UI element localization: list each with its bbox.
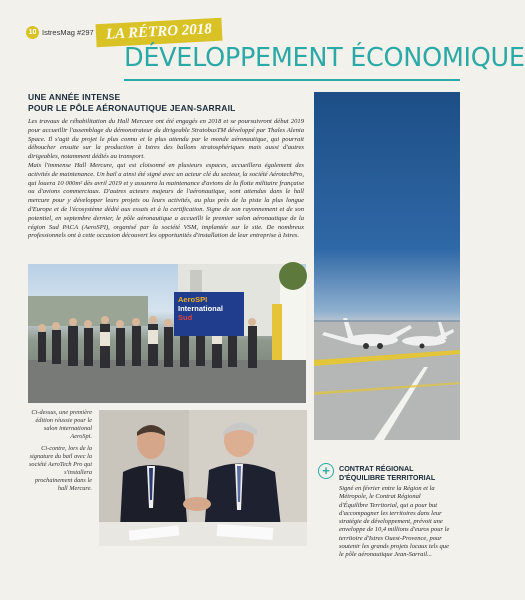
aerospi-banner-line3: Sud [178, 313, 193, 322]
article-heading [28, 92, 236, 114]
airport-photo [314, 92, 460, 440]
event-caption: Ci-dessus, une première édition réussie pour le salon international AeroSpi. [31, 409, 92, 440]
title-underline [124, 79, 460, 81]
magazine-name: IstresMag #297 [42, 28, 94, 37]
signing-photo [99, 410, 307, 546]
retro-banner: LA RÉTRO 2018 [95, 18, 222, 48]
signing-caption: Ci-contre, lors de la signature du bail avec la société AeroTech Pro qui s'installera prochainement dans le hall Mercure. [28, 445, 92, 492]
aerospi-banner [174, 292, 244, 336]
article-heading-line2: POUR LE PÔLE AÉRONAUTIQUE JEAN-SARRAIL [28, 103, 236, 113]
event-photo [28, 264, 306, 403]
article-heading-line1: UNE ANNÉE INTENSE [28, 92, 121, 102]
sidebar-heading-line1: CONTRAT RÉGIONAL [339, 464, 414, 473]
section-title: DÉVELOPPEMENT ÉCONOMIQUE [124, 43, 525, 73]
article-paragraph-1: Les travaux de réhabilitation du Hall Mercure ont été engagés en 2018 et se poursuivront début 2019 pour accueillir l'assemblage du démonstrateur du dirigeable StratobusTM développé par Thales Alenia Space. Il s'agit du projet le plus connu et le plus attendu par le monde aéronautique, qui pourrait déboucher ensuite sur la production à Istres des ballons stratosphériques mais aussi d'autres dirigeables, notamment dédiés au transport. [28, 118, 304, 161]
sidebar-heading [339, 464, 435, 482]
sidebar-heading-line2: D'ÉQUILIBRE TERRITORIAL [339, 473, 436, 482]
aerospi-banner-line2: International [178, 304, 224, 313]
plus-circle-icon: + [318, 463, 334, 479]
sidebar-body: Signé en février entre la Région et la Métropole, le Contrat Régional d'Équilibre Territorial, qui a pour but d'accompagner les territoires dans leur stratégie de développement, prévoit une enveloppe de 10,4 millions d'euros pour le territoire d'Istres Ouest-Provence, pour soutenir les grands projets locaux tels que le pôle aéronautique Jean-Sarrail... [339, 485, 450, 559]
article-body [28, 118, 304, 241]
aerospi-banner-line1: AeroSPI [178, 295, 208, 304]
page-number-badge: 10 [26, 26, 39, 39]
article-paragraph-2: Mais l'immense Hall Mercure, qui est cloisonné en plusieurs espaces, accueillera également des activités de maintenance. Un bail a ainsi été signé avec un acteur clé du secteur, la société AérotechPro, qui louera 10 000m² dès avril 2019 et y assurera la maintenance d'avions de la flotte militaire française ou d'avions commerciaux. D'autres acteurs majeurs de l'aéronautique, sont attendus dans le hall mercure pour y développer leurs projets ou leurs activités, au plus près de la piste la plus longue d'Europe et de l'écosystème dédié aux essais et à la certification. Signe de son rayonnement et de son potentiel, en septembre dernier, le pôle aéronautique a accueilli le premier salon aéronautique de la région Sud PACA (AeroSPI), organisé par la société VSM, implantée sur le site. De nombreux professionnels ont à cette occasion découvert les opportunités d'installation de leur entreprise à Istres. [28, 161, 304, 240]
